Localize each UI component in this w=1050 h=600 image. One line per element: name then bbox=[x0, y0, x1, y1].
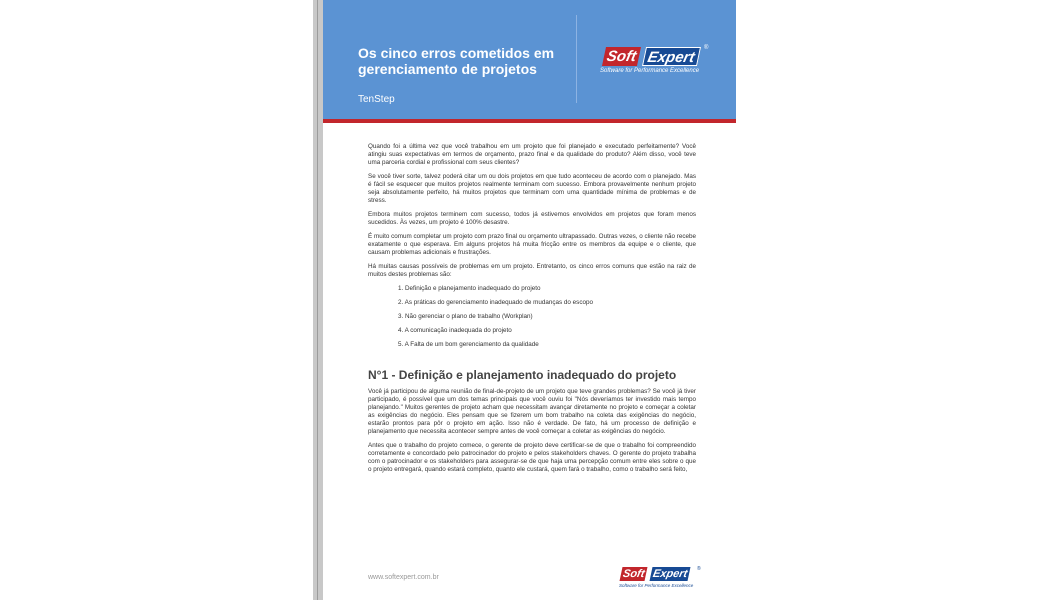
logo-tagline: Software for Performance Excellence bbox=[600, 68, 700, 74]
document-body bbox=[368, 143, 696, 480]
footer-logo-mark bbox=[619, 566, 704, 582]
section-paragraph-1: Você já participou de alguma reunião de final-de-projeto de um projeto que teve grandes problemas? Se você já tiver participado, é possível que um dos temas principais que você ouviu foi "Nós deveríamos ter investido mais tempo planejando." Muitos gerentes de projeto acham que necessitam avançar diretamente no projeto e começar a coletar as exigências do negócio. Eles pensam que se fizerem um bom trabalho na coleta das exigências do negócio, estarão prontos para pôr o projeto em ação. Isso não é verdade. De fato, há um processo de definição e planejamento que necessita acontecer sempre antes de você começar a coletar as exigências do negócio. bbox=[368, 388, 696, 435]
softexpert-logo bbox=[600, 45, 715, 74]
list-item: 3. Não gerenciar o plano de trabalho (Workplan) bbox=[398, 313, 533, 320]
logo-mark bbox=[600, 45, 712, 67]
list-item: 2. As práticas do gerenciamento inadequado de mudanças do escopo bbox=[398, 299, 593, 306]
list-item: 4. A comunicação inadequada do projeto bbox=[398, 327, 512, 334]
header-divider bbox=[576, 15, 577, 103]
footer-logo-expert: Expert bbox=[650, 567, 691, 581]
intro-paragraph-3: Embora muitos projetos terminem com sucesso, todos já estivemos envolvidos em projetos que foram menos sucedidos. Às vezes, um projeto é 100% desastre. bbox=[368, 211, 696, 226]
footer-logo-registered: ® bbox=[697, 566, 701, 572]
page-subtitle: TenStep bbox=[358, 94, 395, 105]
error-list bbox=[368, 285, 696, 348]
footer-logo-tagline: Software for Performance Excellence bbox=[619, 583, 694, 588]
intro-paragraph-4: É muito comum completar um projeto com prazo final ou orçamento ultrapassado. Outras vezes, o cliente não recebe exatamente o que esperava. Em alguns projetos há muita fricção entre os membros da equipe e o cliente, que causam problemas adicionais e frustrações. bbox=[368, 233, 696, 256]
document-page bbox=[313, 0, 736, 600]
page-title: Os cinco erros cometidos em gerenciamento de projetos bbox=[358, 45, 555, 77]
section-paragraph-2: Antes que o trabalho do projeto comece, o gerente de projeto deve certificar-se de que o trabalho foi compreendido corretamente e concordado pelo patrocinador do projeto e pelos stakeholders chaves. O gerente do projeto trabalha com o patrocinador e os stakeholders para assegurar-se de que haja uma percepção comum entre eles sobre o que o projeto entregará, quando estará completo, quanto ele custará, quem fará o trabalho, como o trabalho será feito, bbox=[368, 442, 696, 473]
page-left-border bbox=[313, 0, 323, 600]
section-heading: N°1 - Definição e planejamento inadequado do projeto bbox=[368, 368, 677, 382]
logo-expert: Expert bbox=[642, 47, 701, 66]
list-item: 1. Definição e planejamento inadequado do projeto bbox=[398, 285, 541, 292]
intro-paragraph-5: Há muitas causas possíveis de problemas em um projeto. Entretanto, os cinco erros comuns que estão na raiz de muitos destes problemas são: bbox=[368, 263, 696, 278]
list-item: 5. A Falta de um bom gerenciamento da qualidade bbox=[398, 341, 539, 348]
logo-registered: ® bbox=[704, 45, 709, 51]
intro-paragraph-1: Quando foi a última vez que você trabalhou em um projeto que foi planejado e executado perfeitamente? Você atingiu suas expectativas em termos de orçamento, prazo final e da qualidade do produto? Além disso, você teve uma parceria cordial e profissional com seus clientes? bbox=[368, 143, 696, 166]
header-banner bbox=[313, 0, 736, 120]
footer-url: www.softexpert.com.br bbox=[368, 574, 439, 581]
header-red-rule bbox=[313, 119, 736, 123]
footer-logo bbox=[619, 566, 704, 588]
intro-paragraph-2: Se você tiver sorte, talvez poderá citar um ou dois projetos em que tudo aconteceu de acordo com o planejado. Mas é fácil se esquecer que muitos projetos realmente terminam com sucesso. Embora provavelmente nenhum projeto seja absolutamente perfeito, há muitos projetos que terminam com uma quantidade mínima de problemas e de stress. bbox=[368, 173, 696, 204]
logo-soft: Soft bbox=[602, 47, 641, 66]
footer-logo-soft: Soft bbox=[620, 567, 648, 581]
